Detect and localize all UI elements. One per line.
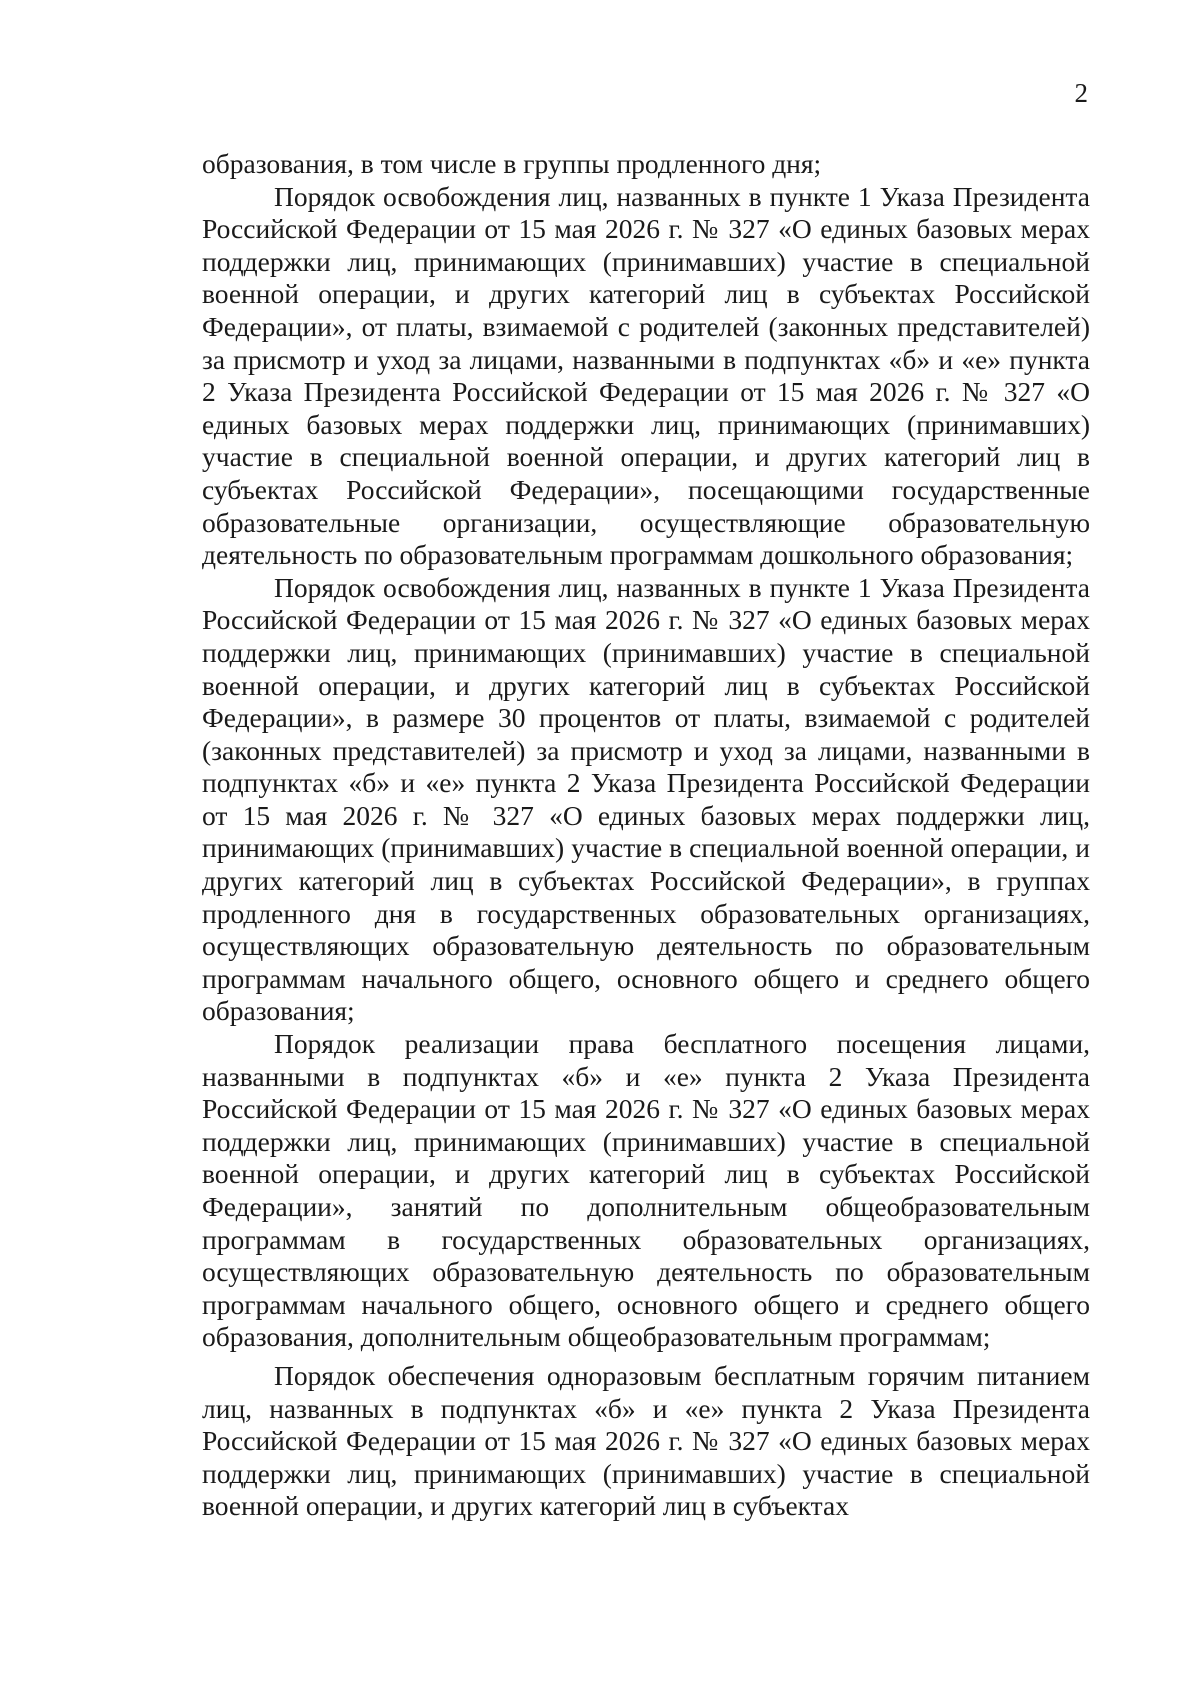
paragraph-free-hot-meals: Порядок обеспечения одноразовым бесплатным горячим питанием лиц, названных в подпунктах «б» и «е» пункта 2 Указа Президента Российской Федерации от 15 мая 2026 г. № 327 «О единых базовых мерах поддержки лиц, принимающих (принимавших) участие в специальной военной операции, и других категорий лиц в субъектах <box>202 1359 1090 1522</box>
document-body <box>202 148 1090 1523</box>
paragraph-kindergarten-fee-exemption: Порядок освобождения лиц, названных в пункте 1 Указа Президента Российской Федерации от 15 мая 2026 г. № 327 «О единых базовых мерах поддержки лиц, принимающих (принимавших) участие в специальной военной операции, и других категорий лиц в субъектах Российской Федерации», от платы, взимаемой с родителей (законных представителей) за присмотр и уход за лицами, названными в подпунктах «б» и «е» пункта 2 Указа Президента Российской Федерации от 15 мая 2026 г. № 327 «О единых базовых мерах поддержки лиц, принимающих (принимавших) участие в специальной военной операции, и других категорий лиц в субъектах Российской Федерации», посещающими государственные образовательные организации, осуществляющие образовательную деятельность по образовательным программам дошкольного образования; <box>202 180 1090 571</box>
paragraph-free-additional-classes: Порядок реализации права бесплатного посещения лицами, названными в подпунктах «б» и «е» пункта 2 Указа Президента Российской Федерации от 15 мая 2026 г. № 327 «О единых базовых мерах поддержки лиц, принимающих (принимавших) участие в специальной военной операции, и других категорий лиц в субъектах Российской Федерации», занятий по дополнительным общеобразовательным программам в государственных образовательных организациях, осуществляющих образовательную деятельность по образовательным программам начального общего, основного общего и среднего общего образования, дополнительным общеобразовательным программам; <box>202 1028 1090 1353</box>
paragraph-continuation: образования, в том числе в группы продленного дня; <box>202 148 822 179</box>
page-number: 2 <box>1074 78 1088 108</box>
paragraph-extended-day-fee-reduction: Порядок освобождения лиц, названных в пункте 1 Указа Президента Российской Федерации от 15 мая 2026 г. № 327 «О единых базовых мерах поддержки лиц, принимающих (принимавших) участие в специальной военной операции, и других категорий лиц в субъектах Российской Федерации», в размере 30 процентов от платы, взимаемой с родителей (законных представителей) за присмотр и уход за лицами, названными в подпунктах «б» и «е» пункта 2 Указа Президента Российской Федерации от 15 мая 2026 г. № 327 «О единых базовых мерах поддержки лиц, принимающих (принимавших) участие в специальной военной операции, и других категорий лиц в субъектах Российской Федерации», в группах продленного дня в государственных образовательных организациях, осуществляющих образовательную деятельность по образовательным программам начального общего, основного общего и среднего общего образования; <box>202 571 1090 1027</box>
